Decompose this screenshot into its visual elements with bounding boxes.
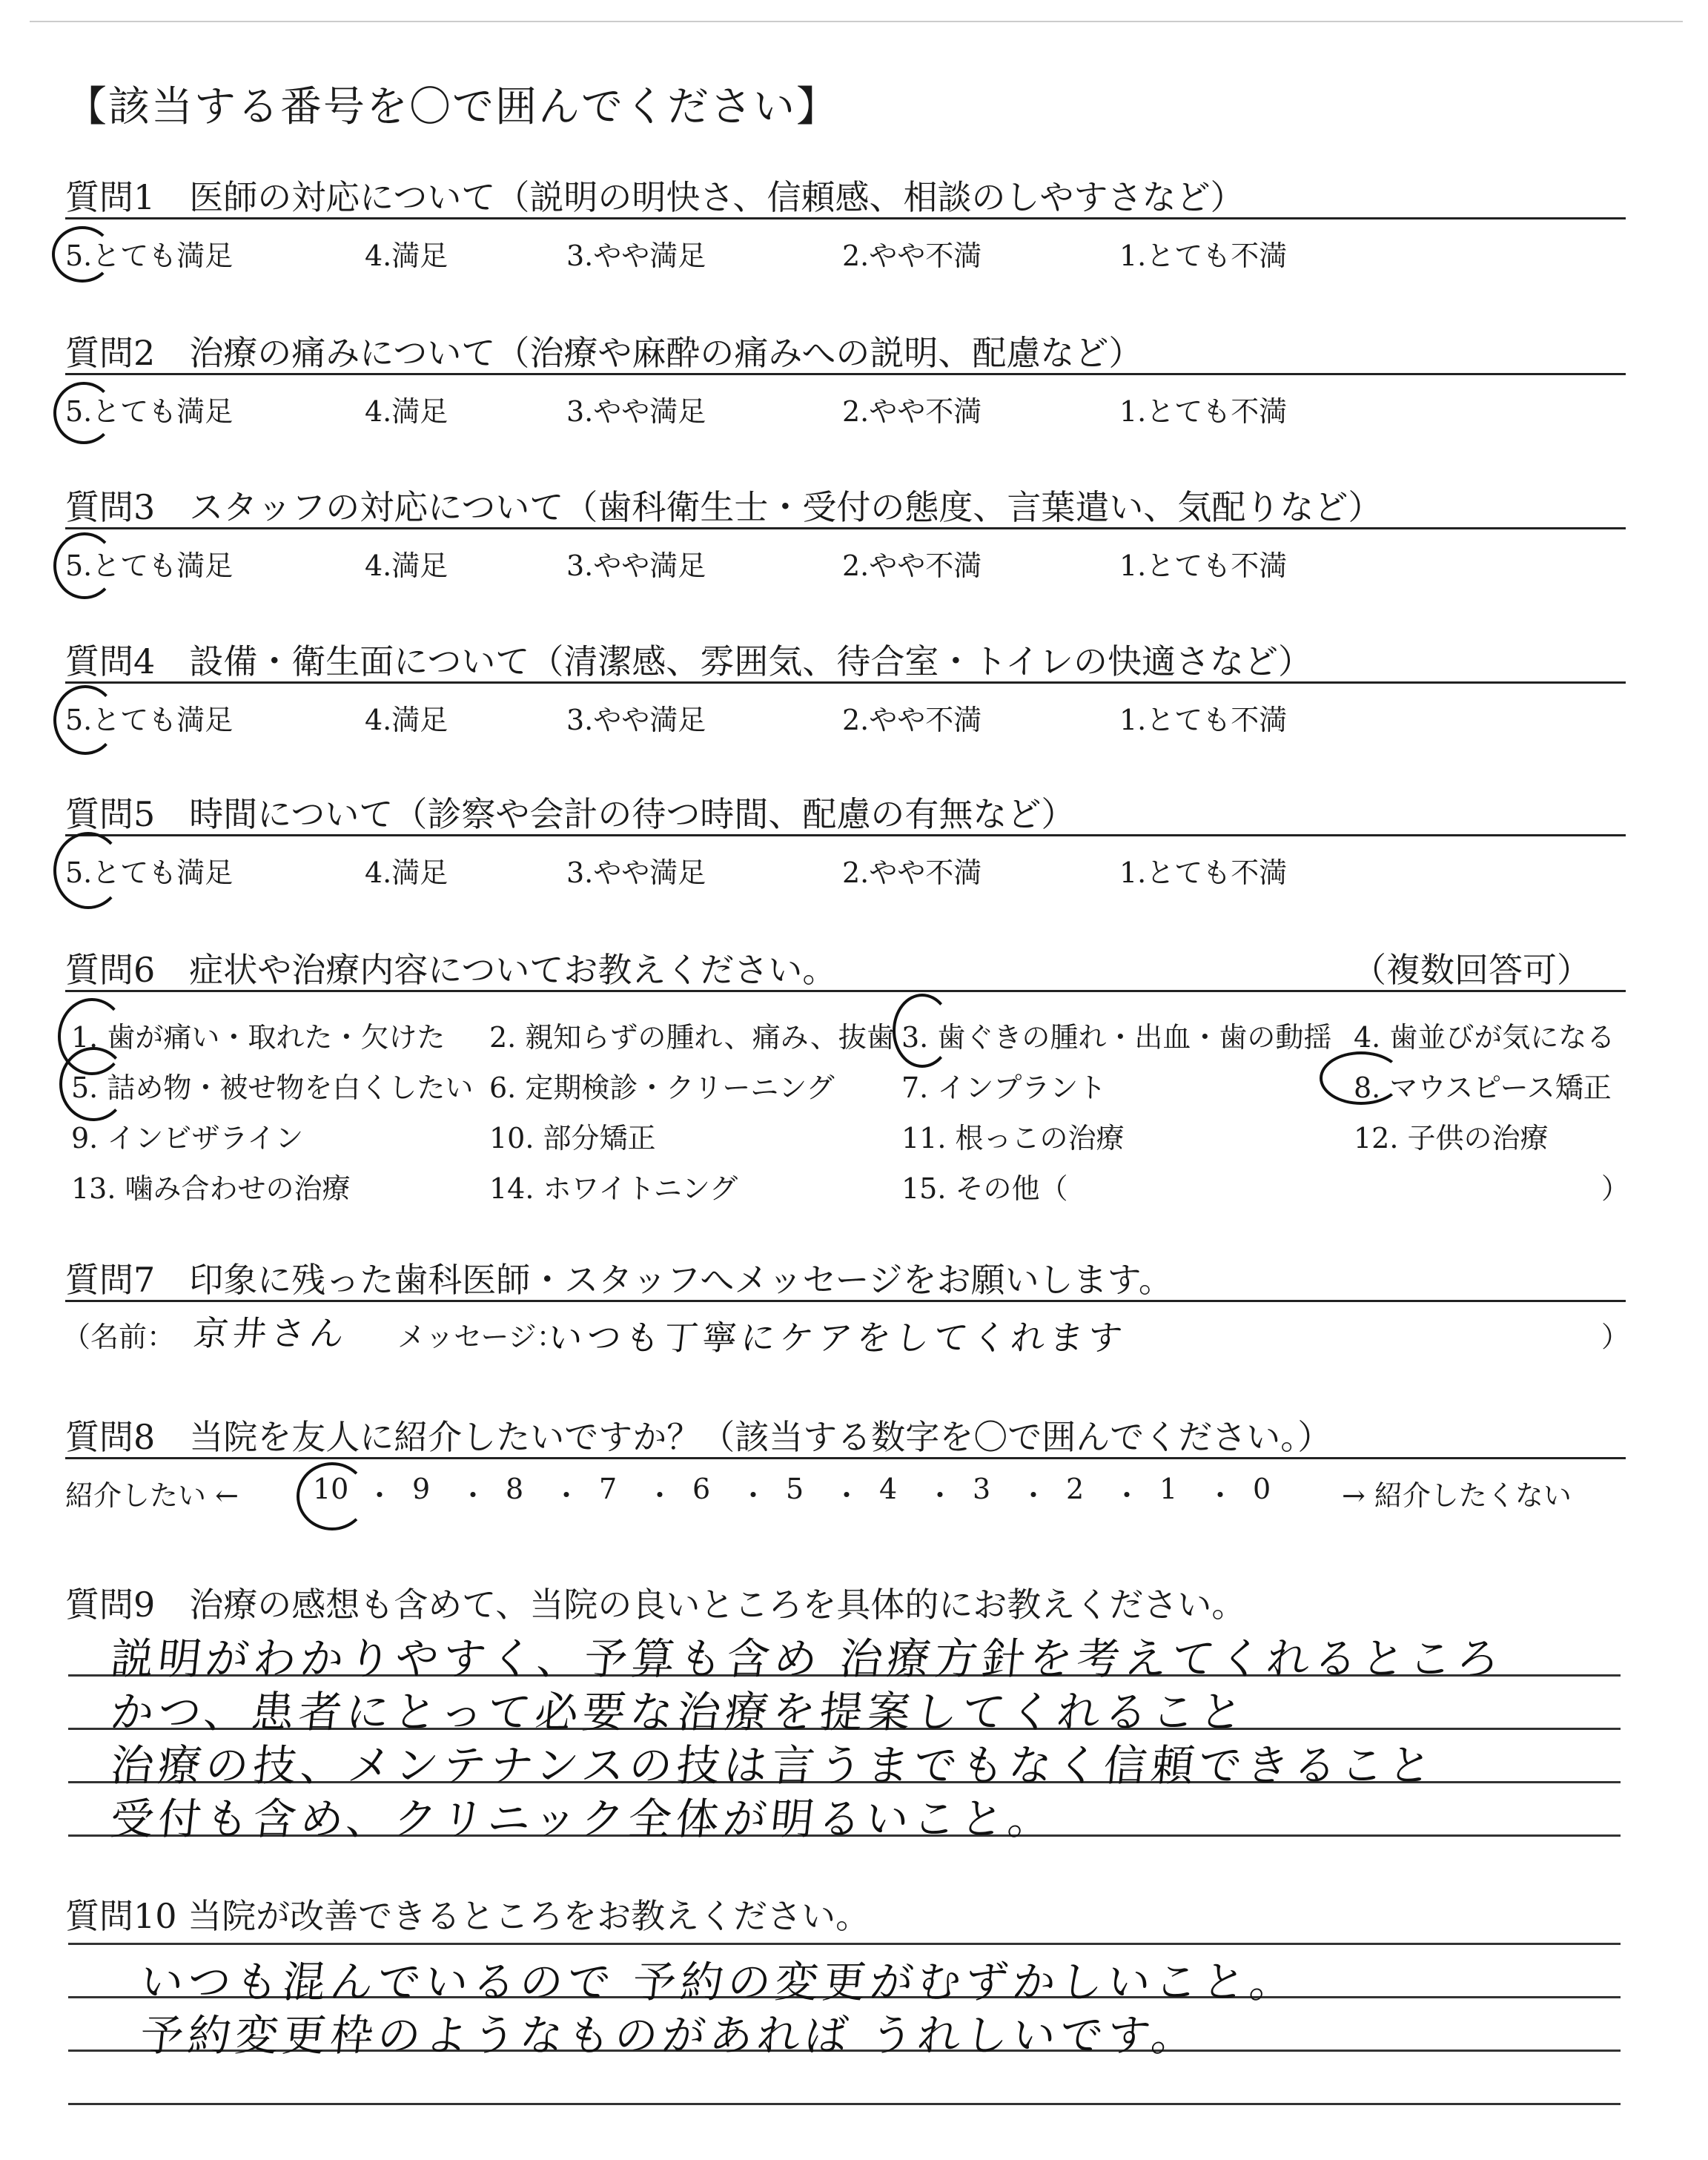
q6-option-11[interactable]: 11. 根っこの治療 (901, 1122, 1125, 1155)
q3-option-1[interactable]: 1.とても不満 (1119, 549, 1288, 582)
q3-option-5[interactable]: 5.とても満足 (65, 549, 234, 582)
q7-message-label: メッセージ： (397, 1321, 565, 1353)
q1-selection-circle (52, 226, 113, 283)
q8-left-label: 紹介したい ← (65, 1479, 239, 1512)
q5-selection-circle (53, 832, 123, 909)
question-6-title: 質問6 症状や治療内容についてお教えください。 (65, 950, 837, 990)
q2-option-3[interactable]: 3.やや満足 (566, 395, 706, 428)
q8-scale-separator: ・ (739, 1479, 768, 1512)
question-7-rule (65, 1300, 1626, 1302)
q7-message-value[interactable]: いつも丁寧にケアをしてくれます (546, 1318, 1129, 1358)
q6-option-7[interactable]: 7. インプラント (901, 1071, 1107, 1104)
q3-selection-circle (53, 532, 116, 599)
question-10-title: 質問10 当院が改善できるところをお教えください。 (65, 1896, 870, 1936)
q6-option-15-close: ） (1601, 1172, 1630, 1205)
question-6-rule (65, 990, 1626, 992)
q1-option-1[interactable]: 1.とても不満 (1119, 240, 1288, 272)
question-1-title: 質問1 医師の対応について（説明の明快さ、信頼感、相談のしやすさなど） (65, 177, 1245, 217)
q4-selection-circle (53, 685, 117, 755)
q2-option-4[interactable]: 4.満足 (365, 395, 448, 428)
scan-edge (30, 21, 1683, 22)
q8-scale-value-4[interactable]: 4 (879, 1473, 898, 1505)
q8-scale-value-1[interactable]: 1 (1159, 1473, 1178, 1505)
q6-option-13[interactable]: 13. 噛み合わせの治療 (71, 1172, 351, 1205)
q1-option-5[interactable]: 5.とても満足 (65, 240, 234, 272)
question-4-title: 質問4 設備・衛生面について（清潔感、雰囲気、待合室・トイレの快適さなど） (65, 641, 1313, 681)
q5-option-2[interactable]: 2.やや不満 (842, 856, 982, 889)
question-4-rule (65, 681, 1626, 684)
q4-option-5[interactable]: 5.とても満足 (65, 704, 234, 736)
q8-scale-value-8[interactable]: 8 (506, 1473, 524, 1505)
q4-option-1[interactable]: 1.とても不満 (1119, 704, 1288, 736)
q2-option-1[interactable]: 1.とても不満 (1119, 395, 1288, 428)
q6-option-4[interactable]: 4. 歯並びが気になる (1354, 1021, 1615, 1054)
q5-option-5[interactable]: 5.とても満足 (65, 856, 234, 889)
q4-option-4[interactable]: 4.満足 (365, 704, 448, 736)
q8-scale-separator: ・ (926, 1479, 955, 1512)
question-7-title: 質問7 印象に残った歯科医師・スタッフへメッセージをお願いします。 (65, 1260, 1173, 1300)
q2-option-2[interactable]: 2.やや不満 (842, 395, 982, 428)
q8-scale-value-2[interactable]: 2 (1066, 1473, 1085, 1505)
question-5-title: 質問5 時間について（診察や会計の待つ時間、配慮の有無など） (65, 794, 1076, 834)
q9-answer-line-3[interactable]: 治療の技、メンテナンスの技は言うまでもなく信頼できること (107, 1740, 1439, 1791)
question-5-rule (65, 834, 1626, 836)
q8-selection-circle (297, 1462, 368, 1530)
q6-selection-circle-3 (893, 994, 952, 1068)
question-2-title: 質問2 治療の痛みについて（治療や麻酔の痛みへの説明、配慮など） (65, 333, 1143, 373)
q5-option-1[interactable]: 1.とても不満 (1119, 856, 1288, 889)
q6-option-12[interactable]: 12. 子供の治療 (1354, 1122, 1549, 1155)
q6-option-3[interactable]: 3. 歯ぐきの腫れ・出血・歯の動揺 (901, 1021, 1332, 1054)
q10-ruled-line-1 (68, 1943, 1621, 1945)
q6-option-9[interactable]: 9. インビザライン (71, 1122, 304, 1155)
q9-answer-line-1[interactable]: 説明がわかりやすく、予算も含め 治療方針を考えてくれるところ (107, 1634, 1507, 1684)
question-8-rule (65, 1457, 1626, 1459)
question-9-title: 質問9 治療の感想も含めて、当院の良いところを具体的にお教えください。 (65, 1585, 1246, 1625)
q8-scale-value-10[interactable]: 10 (313, 1473, 349, 1505)
q3-option-4[interactable]: 4.満足 (365, 549, 448, 582)
q8-scale-value-3[interactable]: 3 (973, 1473, 991, 1505)
question-3-rule (65, 527, 1626, 529)
q3-option-2[interactable]: 2.やや不満 (842, 549, 982, 582)
q9-answer-line-4[interactable]: 受付も含め、クリニック全体が明るいこと。 (107, 1794, 1059, 1844)
q6-option-6[interactable]: 6. 定期検診・クリーニング (489, 1071, 835, 1104)
q6-option-5[interactable]: 5. 詰め物・被せ物を白くしたい (71, 1071, 474, 1104)
q8-scale-separator: ・ (552, 1479, 581, 1512)
question-8-title: 質問8 当院を友人に紹介したいですか？（該当する数字を〇で囲んでください。） (65, 1417, 1332, 1457)
q6-option-14[interactable]: 14. ホワイトニング (489, 1172, 738, 1205)
q7-name-value[interactable]: 京井さん (191, 1313, 351, 1353)
q8-scale-value-5[interactable]: 5 (786, 1473, 804, 1505)
q8-scale-separator: ・ (365, 1479, 394, 1512)
q8-scale-value-7[interactable]: 7 (599, 1473, 618, 1505)
q6-option-10[interactable]: 10. 部分矯正 (489, 1122, 656, 1155)
question-1-rule (65, 217, 1626, 219)
q8-scale-separator: ・ (833, 1479, 861, 1512)
q9-answer-line-2[interactable]: かつ、患者にとって必要な治療を提案してくれること (107, 1687, 1250, 1737)
q10-answer-line-2[interactable]: 予約変更枠のようなものがあれば うれしいです。 (137, 2010, 1202, 2061)
q8-scale-value-9[interactable]: 9 (412, 1473, 431, 1505)
q1-option-4[interactable]: 4.満足 (365, 240, 448, 272)
q8-scale-separator: ・ (1113, 1479, 1142, 1512)
q5-option-3[interactable]: 3.やや満足 (566, 856, 706, 889)
q5-option-4[interactable]: 4.満足 (365, 856, 448, 889)
q4-option-2[interactable]: 2.やや不満 (842, 704, 982, 736)
q1-option-3[interactable]: 3.やや満足 (566, 240, 706, 272)
q7-close: ） (1601, 1321, 1630, 1353)
q8-scale-separator: ・ (1019, 1479, 1048, 1512)
q8-scale-separator: ・ (646, 1479, 675, 1512)
q10-answer-line-1[interactable]: いつも混んでいるので 予約の変更がむずかしいこと。 (137, 1957, 1300, 2007)
q3-option-3[interactable]: 3.やや満足 (566, 549, 706, 582)
q1-option-2[interactable]: 2.やや不満 (842, 240, 982, 272)
q2-option-5[interactable]: 5.とても満足 (65, 395, 234, 428)
question-3-title: 質問3 スタッフの対応について（歯科衛生士・受付の態度、言葉遣い、気配りなど） (65, 487, 1383, 527)
q6-option-8[interactable]: 8. マウスピース矯正 (1354, 1071, 1612, 1104)
q8-scale-separator: ・ (459, 1479, 488, 1512)
page-heading: 【該当する番号を〇で囲んでください】 (65, 83, 839, 131)
q8-scale-separator: ・ (1206, 1479, 1235, 1512)
q6-selection-circle-8 (1320, 1051, 1403, 1105)
q6-option-1[interactable]: 1. 歯が痛い・取れた・欠けた (71, 1021, 446, 1054)
q8-right-label: → 紹介したくない (1342, 1479, 1572, 1512)
q7-name-label: （名前： (62, 1321, 176, 1353)
question-6-note: （複数回答可） (1352, 950, 1591, 990)
q6-option-15[interactable]: 15. その他（ (901, 1172, 1068, 1205)
q6-option-2[interactable]: 2. 親知らずの腫れ、痛み、抜歯 (489, 1021, 895, 1054)
q10-ruled-line-4 (68, 2103, 1621, 2105)
q8-scale-value-0[interactable]: 0 (1253, 1473, 1271, 1505)
q6-selection-circle-5 (59, 1047, 128, 1121)
q8-scale-value-6[interactable]: 6 (692, 1473, 711, 1505)
q4-option-3[interactable]: 3.やや満足 (566, 704, 706, 736)
question-2-rule (65, 373, 1626, 375)
q2-selection-circle (53, 382, 114, 444)
